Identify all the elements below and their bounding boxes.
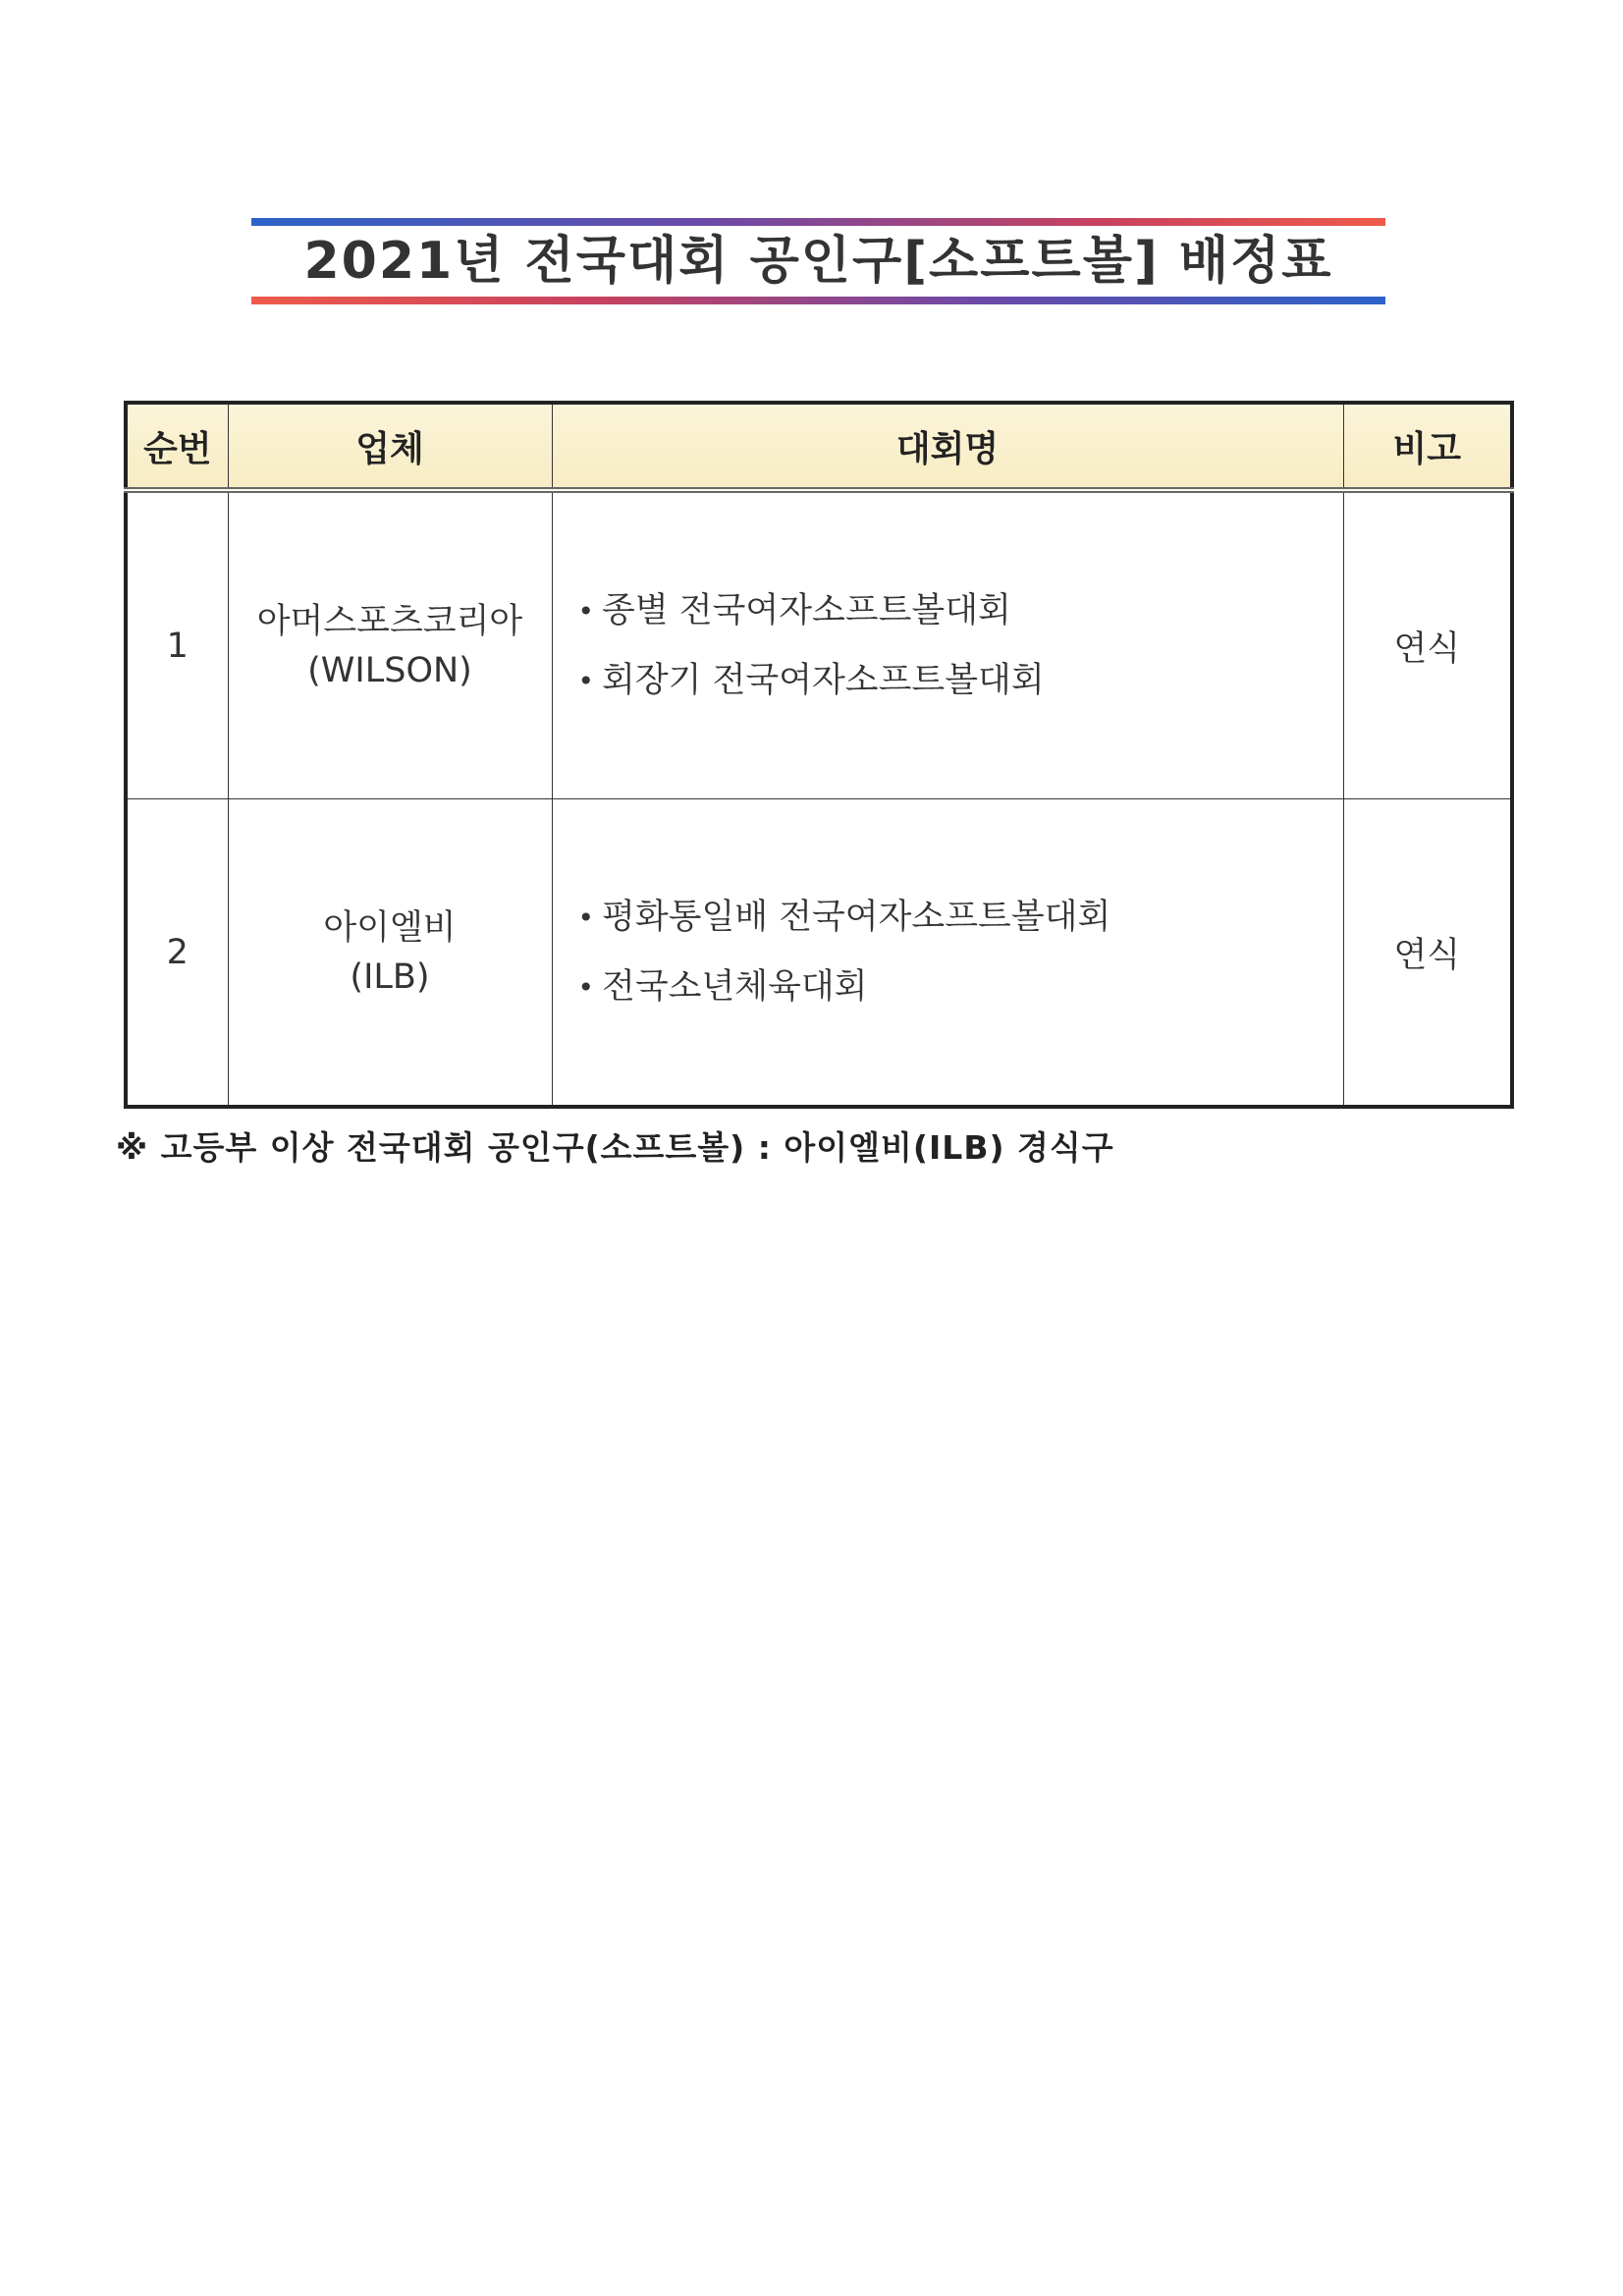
company-cell [228,490,552,799]
title-top-rule [251,218,1385,226]
company-brand: (WILSON) [307,650,472,690]
table-header-row [126,403,1512,490]
page-title: 2021년 전국대회 공인구[소프트볼] 배정표 [303,232,1333,291]
remark-cell: 연식 [1343,799,1512,1108]
bullet-icon: • [577,970,595,1004]
table-row [126,490,1512,799]
company-cell [228,799,552,1108]
bullet-icon: • [577,594,595,628]
remark-cell: 연식 [1343,490,1512,799]
event-name: 전국소년체육대회 [602,966,868,1007]
row-number: 1 [126,490,228,799]
event-cell [552,799,1343,1108]
event-name: 종별 전국여자소프트볼대회 [602,590,1011,630]
row-number: 2 [126,799,228,1108]
event-item [578,587,1343,635]
bullet-icon: • [577,664,595,697]
assignment-table [124,401,1514,1109]
header-company: 업체 [228,403,552,490]
header-remark: 비고 [1343,403,1512,490]
footnote: ※ 고등부 이상 전국대회 공인구(소프트볼) : 아이엘비(ILB) 경식구 [116,1128,1114,1167]
company-brand: (ILB) [350,957,430,997]
event-item [578,963,1343,1011]
event-item [578,657,1343,705]
event-name: 회장기 전국여자소프트볼대회 [602,660,1045,700]
table-row [126,799,1512,1108]
title-banner [251,218,1385,304]
bullet-icon: • [577,901,595,934]
company-name: 아이엘비 [323,907,457,948]
header-event: 대회명 [552,403,1343,490]
header-number: 순번 [126,403,228,490]
company-name: 아머스포츠코리아 [256,601,523,641]
event-cell [552,490,1343,799]
event-item [578,894,1343,942]
event-name: 평화통일배 전국여자소프트볼대회 [602,897,1111,937]
title-bottom-rule [251,297,1385,304]
